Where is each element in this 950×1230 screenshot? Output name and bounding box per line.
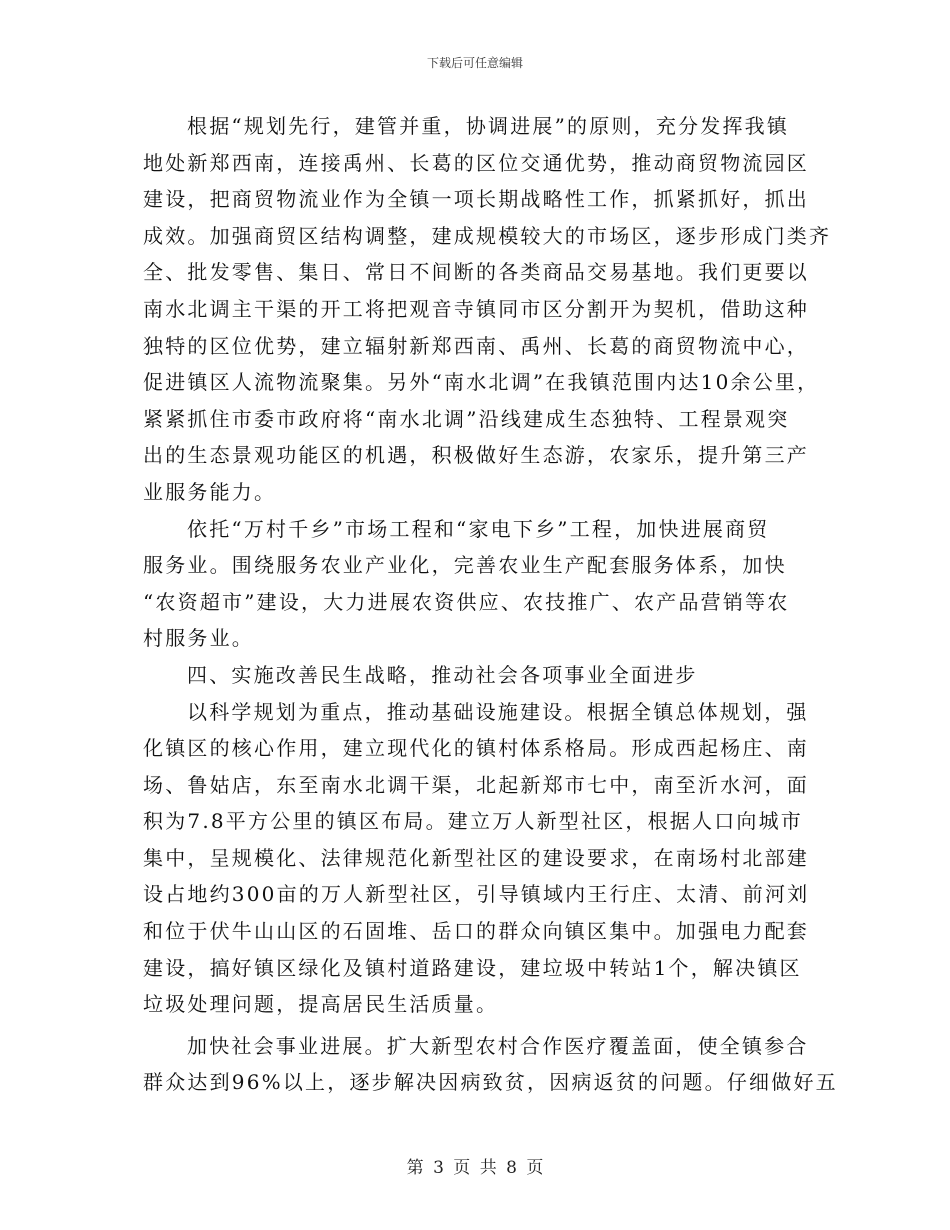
text-line: 建设，搞好镇区绿化及镇村道路建设，建垃圾中转站1个，解决镇区 (143, 955, 802, 980)
text-line: 以科学规划为重点，推动基础设施建设。根据全镇总体规划，强 (187, 699, 809, 724)
text-line: 依托“万村千乡”市场工程和“家电下乡”工程，加快进展商贸 (187, 516, 770, 541)
text-line: 紧紧抓住市委市政府将“南水北调”沿线建成生态独特、工程景观突 (143, 406, 790, 431)
text-line: 群众达到96%以上，逐步解决因病致贫，因病返贫的问题。仔细做好五 (143, 1070, 838, 1095)
text-line: 设占地约300亩的万人新型社区，引导镇域内王行庄、太清、前河刘 (143, 882, 810, 907)
page-number: 第 3 页 共 8 页 (406, 1158, 544, 1178)
text-line: 集中，呈规模化、法律规范化新型社区的建设要求，在南场村北部建 (143, 845, 809, 870)
text-line: 成效。加强商贸区结构调整，建成规模较大的市场区，逐步形成门类齐 (143, 223, 832, 248)
text-line: 垃圾处理问题，提高居民生活质量。 (143, 992, 499, 1017)
text-line: 和位于伏牛山山区的石固堆、岳口的群众向镇区集中。加强电力配套 (143, 919, 809, 944)
text-line: 南水北调主干渠的开工将把观音寺镇同市区分割开为契机，借助这种 (143, 296, 809, 321)
text-line: 地处新郑西南，连接禹州、长葛的区位交通优势，推动商贸物流园区 (143, 150, 809, 175)
text-line: 场、鲁姑店，东至南水北调干渠，北起新郑市七中，南至沂水河，面 (143, 772, 809, 797)
text-line: 独特的区位优势，建立辐射新郑西南、禹州、长葛的商贸物流中心， (143, 333, 809, 358)
text-line: 化镇区的核心作用，建立现代化的镇村体系格局。形成西起杨庄、南 (143, 736, 809, 761)
text-line: “农资超市”建设，大力进展农资供应、农技推广、农产品营销等农 (143, 589, 790, 614)
text-line: 业服务能力。 (143, 479, 277, 504)
text-line: 根据“规划先行，建管并重，协调进展”的原则，充分发挥我镇 (187, 114, 790, 138)
text-line: 村服务业。 (143, 626, 254, 651)
text-line: 建设，把商贸物流业作为全镇一项长期战略性工作，抓紧抓好，抓出 (143, 187, 809, 212)
text-line: 积为7.8平方公里的镇区布局。建立万人新型社区，根据人口向城市 (143, 809, 804, 834)
text-line: 促进镇区人流物流聚集。另外“南水北调”在我镇范围内达10余公里， (143, 370, 820, 395)
document-body (143, 108, 838, 1101)
text-line: 出的生态景观功能区的机遇，积极做好生态游，农家乐，提升第三产 (143, 443, 809, 468)
page-header-note: 下载后可任意编辑 (426, 56, 523, 70)
section-heading: 四、实施改善民生战略，推动社会各项事业全面进步 (187, 662, 698, 687)
text-line: 全、批发零售、集日、常日不间断的各类商品交易基地。我们更要以 (143, 260, 809, 285)
text-line: 加快社会事业进展。扩大新型农村合作医疗覆盖面，使全镇参合 (187, 1033, 809, 1058)
text-line: 服务业。围绕服务农业产业化，完善农业生产配套服务体系，加快 (143, 553, 787, 578)
